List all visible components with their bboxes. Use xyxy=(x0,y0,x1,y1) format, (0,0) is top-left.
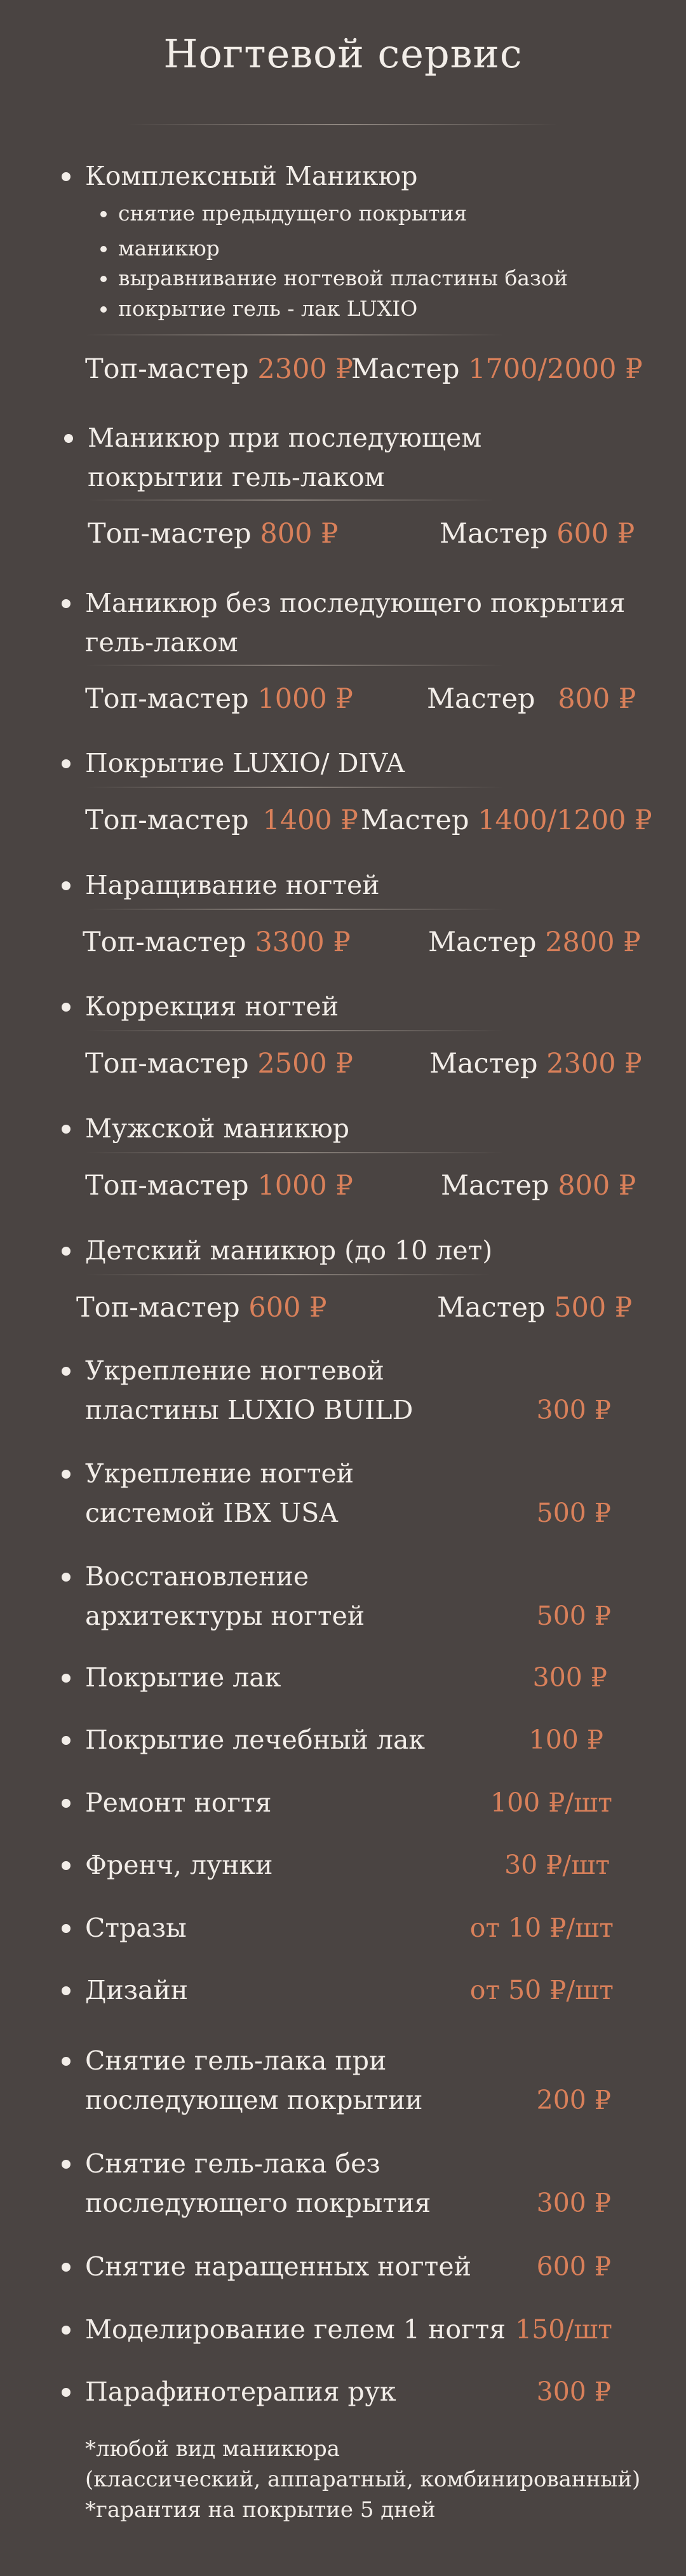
service-kids-manicure: Детский маникюр (до 10 лет) xyxy=(85,1231,492,1270)
top-master-label: Топ-мастер xyxy=(85,1048,249,1080)
master-label: Мастер xyxy=(428,926,537,958)
service-name-line: пластины LUXIO BUILD xyxy=(85,1395,414,1425)
price-row-top-master xyxy=(85,803,358,838)
service-price: 600 ₽ xyxy=(536,2251,611,2282)
service-name-line: гель-лаком xyxy=(85,627,238,658)
divider xyxy=(85,665,504,666)
subitem: выравнивание ногтевой пластины базой xyxy=(118,266,568,290)
master-price: 800 ₽ xyxy=(558,683,636,715)
top-master-label: Топ-мастер xyxy=(85,804,249,836)
service-complex-manicure: Комплексный Маникюр xyxy=(85,156,418,196)
price-row-top-master xyxy=(85,1046,353,1081)
service-name-line: Снятие гель-лака без xyxy=(85,2148,380,2179)
top-master-price: 3300 ₽ xyxy=(255,926,351,958)
divider xyxy=(85,909,504,910)
master-price: 1700/2000 ₽ xyxy=(468,353,643,385)
service-name-line: Укрепление ногтевой xyxy=(85,1355,384,1386)
service-ibx xyxy=(85,1454,354,1533)
price-row-top-master xyxy=(76,1290,326,1325)
service-price: от 10 ₽/шт xyxy=(469,1913,614,1943)
service-paraffin: Парафинотерапия рук xyxy=(85,2372,396,2411)
service-price: 300 ₽ xyxy=(536,2376,611,2407)
service-name-line: Снятие гель-лака при xyxy=(85,2045,387,2076)
service-gel-removal-no-after xyxy=(85,2144,431,2223)
service-price: 150/шт xyxy=(515,2314,612,2345)
service-name-line: системой IBX USA xyxy=(85,1498,338,1528)
top-master-price: 1400 ₽ xyxy=(262,804,358,836)
service-name-line: Маникюр при последующем xyxy=(88,423,482,453)
top-master-label: Топ-мастер xyxy=(88,518,252,550)
price-row-top-master xyxy=(88,516,338,552)
service-name-line: последующего покрытия xyxy=(85,2188,431,2218)
price-row-top-master xyxy=(85,351,353,387)
price-row-master xyxy=(429,1046,642,1081)
service-nail-extension: Наращивание ногтей xyxy=(85,865,380,905)
price-row-top-master xyxy=(85,1168,353,1203)
service-price: 100 ₽ xyxy=(528,1725,603,1755)
top-master-price: 800 ₽ xyxy=(260,518,339,550)
service-price: 300 ₽ xyxy=(532,1662,607,1693)
footnote: *гарантия на покрытие 5 дней xyxy=(85,2497,436,2523)
service-name-line: последующем покрытии xyxy=(85,2085,423,2115)
divider xyxy=(85,787,504,788)
master-price: 600 ₽ xyxy=(556,518,635,550)
price-row-top-master xyxy=(83,925,351,960)
master-label: Мастер xyxy=(441,1170,549,1202)
service-gel-removal-after xyxy=(85,2041,423,2120)
service-price: 300 ₽ xyxy=(536,2188,611,2218)
service-price: 100 ₽/шт xyxy=(490,1787,612,1818)
master-label: Мастер xyxy=(437,1292,546,1324)
service-restoration xyxy=(85,1557,365,1636)
service-name-line: Восстановление xyxy=(85,1561,309,1592)
divider xyxy=(88,499,494,501)
master-price: 800 ₽ xyxy=(558,1170,636,1202)
top-master-label: Топ-мастер xyxy=(85,683,249,715)
top-master-price: 600 ₽ xyxy=(248,1292,327,1324)
service-name-line: архитектуры ногтей xyxy=(85,1601,365,1631)
price-row-master xyxy=(351,351,643,387)
price-row-master xyxy=(427,681,636,717)
price-row-top-master xyxy=(85,681,353,717)
divider xyxy=(85,1030,504,1031)
service-design: Дизайн xyxy=(85,1970,188,2010)
service-french: Френч, лунки xyxy=(85,1845,273,1885)
page-title: Ногтевой сервис xyxy=(163,31,523,77)
footnote: (классический, аппаратный, комбинированный) xyxy=(85,2467,641,2492)
service-name-line: Маникюр без последующего покрытия xyxy=(85,588,626,618)
master-label: Мастер xyxy=(361,804,469,836)
master-label: Мастер xyxy=(429,1048,538,1080)
service-nail-repair: Ремонт ногтя xyxy=(85,1783,272,1822)
subitem: покрытие гель - лак LUXIO xyxy=(118,296,418,321)
divider xyxy=(85,334,504,336)
service-price: от 50 ₽/шт xyxy=(469,1975,614,2005)
master-label: Мастер xyxy=(440,518,548,550)
service-price: 30 ₽/шт xyxy=(504,1850,610,1880)
service-price: 500 ₽ xyxy=(536,1601,611,1631)
price-row-master xyxy=(440,516,635,552)
service-price: 300 ₽ xyxy=(536,1395,611,1425)
price-row-master xyxy=(361,803,652,838)
service-luxio-diva: Покрытие LUXIO/ DIVA xyxy=(85,743,405,783)
service-extension-removal: Снятие наращенных ногтей xyxy=(85,2247,471,2286)
divider xyxy=(85,1152,504,1153)
service-price: 500 ₽ xyxy=(536,1498,611,1528)
title-divider xyxy=(127,124,559,125)
top-master-label: Топ-мастер xyxy=(85,1170,249,1202)
service-gel-modeling: Моделирование гелем 1 ногтя xyxy=(85,2310,506,2349)
subitem: маникюр xyxy=(118,236,220,261)
service-price: 200 ₽ xyxy=(536,2085,611,2115)
service-name-line: покрытии гель-лаком xyxy=(88,462,385,492)
service-polish: Покрытие лак xyxy=(85,1658,281,1697)
master-price: 2300 ₽ xyxy=(546,1048,642,1080)
service-manicure-gel-after xyxy=(88,418,481,497)
price-row-master xyxy=(441,1168,636,1203)
top-master-price: 2500 ₽ xyxy=(257,1048,353,1080)
price-row-master xyxy=(428,925,641,960)
master-price: 1400/1200 ₽ xyxy=(478,804,652,836)
master-label: Мастер xyxy=(427,683,535,715)
top-master-label: Топ-мастер xyxy=(85,353,249,385)
top-master-price: 1000 ₽ xyxy=(257,683,353,715)
service-mens-manicure: Мужской маникюр xyxy=(85,1109,349,1148)
divider xyxy=(85,1274,492,1275)
service-manicure-no-gel xyxy=(85,583,625,662)
top-master-label: Топ-мастер xyxy=(76,1292,240,1324)
top-master-label: Топ-мастер xyxy=(83,926,246,958)
service-name-line: Укрепление ногтей xyxy=(85,1458,354,1489)
service-rhinestones: Стразы xyxy=(85,1908,187,1948)
master-price: 2800 ₽ xyxy=(545,926,641,958)
price-row-master xyxy=(437,1290,632,1325)
footnote: *любой вид маникюра xyxy=(85,2436,340,2462)
master-label: Мастер xyxy=(351,353,460,385)
master-price: 500 ₽ xyxy=(554,1292,633,1324)
top-master-price: 2300 ₽ xyxy=(257,353,353,385)
service-luxio-build xyxy=(85,1351,413,1430)
service-healing-polish: Покрытие лечебный лак xyxy=(85,1720,425,1759)
top-master-price: 1000 ₽ xyxy=(257,1170,353,1202)
service-nail-correction: Коррекция ногтей xyxy=(85,987,339,1026)
subitem: снятие предыдущего покрытия xyxy=(118,201,467,226)
